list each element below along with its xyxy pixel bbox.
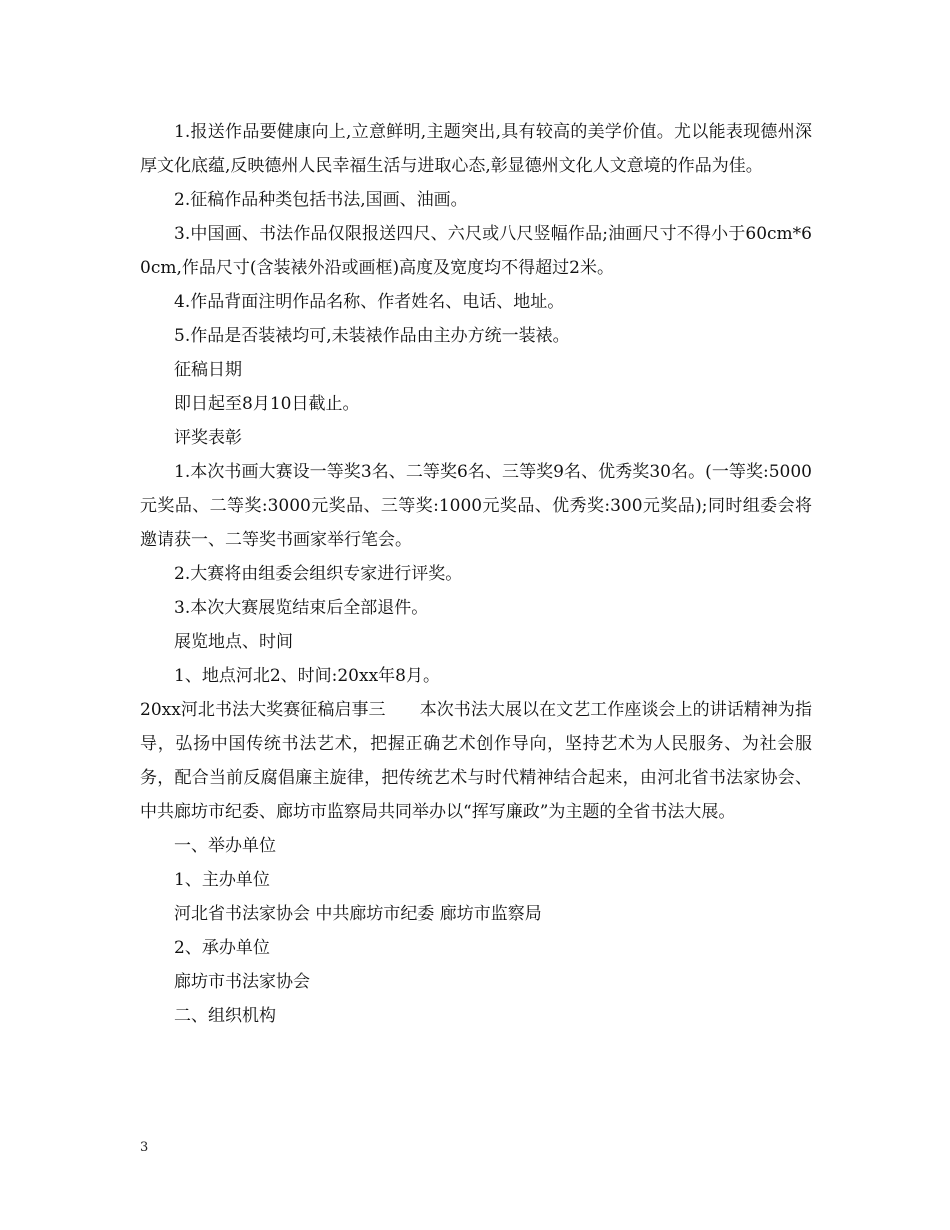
document-body [140, 115, 812, 1033]
paragraph-deadline: 即日起至8月10日截止。 [174, 394, 360, 414]
paragraph-requirement-3: 3.中国画、书法作品仅限报送四尺、六尺或八尺竖幅作品;油画尺寸不得小于60cm*60cm,作品尺寸(含装裱外沿或画框)高度及宽度均不得超过2米。 [140, 224, 812, 278]
section-heading-exhibition: 展览地点、时间 [174, 632, 293, 652]
paragraph-host-units: 河北省书法家协会 中共廊坊市纪委 廊坊市监察局 [174, 904, 542, 924]
section-heading-awards: 评奖表彰 [174, 428, 242, 448]
paragraph-requirement-4: 4.作品背面注明作品名称、作者姓名、电话、地址。 [174, 292, 565, 312]
paragraph-notice-three-intro: 20xx河北书法大奖赛征稿启事三 本次书法大展以在文艺工作座谈会上的讲话精神为指导，弘扬中国传统书法艺术，把握正确艺术创作导向，坚持艺术为人民服务、为社会服务，配合当前反腐倡廉主旋律，把传统艺术与时代精神结合起来，由河北省书法家协会、中共廊坊市纪委、廊坊市监察局共同举办以“挥写廉政”为主题的全省书法大展。 [140, 700, 812, 822]
section-heading-organizers: 一、举办单位 [174, 836, 276, 856]
section-heading-submission-date: 征稿日期 [174, 360, 242, 380]
paragraph-requirement-1: 1.报送作品要健康向上,立意鲜明,主题突出,具有较高的美学价值。尤以能表现德州深厚文化底蕴,反映德州人民幸福生活与进取心态,彰显德州文化人文意境的作品为佳。 [140, 122, 812, 176]
section-heading-organization: 二、组织机构 [174, 1006, 276, 1026]
paragraph-requirement-5: 5.作品是否装裱均可,未装裱作品由主办方统一装裱。 [174, 326, 570, 346]
paragraph-award-1: 1.本次书画大赛设一等奖3名、二等奖6名、三等奖9名、优秀奖30名。(一等奖:5000元奖品、二等奖:3000元奖品、三等奖:1000元奖品、优秀奖:300元奖品);同时组委会将邀请获一、二等奖书画家举行笔会。 [140, 462, 812, 550]
paragraph-requirement-2: 2.征稿作品种类包括书法,国画、油画。 [174, 190, 468, 210]
paragraph-exhibition-details: 1、地点河北2、时间:20xx年8月。 [174, 666, 440, 686]
subheading-host: 1、主办单位 [174, 870, 270, 890]
page-number: 3 [140, 1140, 149, 1155]
paragraph-award-2: 2.大赛将由组委会组织专家进行评奖。 [174, 564, 463, 584]
paragraph-organizer-unit: 廊坊市书法家协会 [174, 972, 310, 992]
paragraph-award-3: 3.本次大赛展览结束后全部退件。 [174, 598, 429, 618]
subheading-organizer: 2、承办单位 [174, 938, 270, 958]
